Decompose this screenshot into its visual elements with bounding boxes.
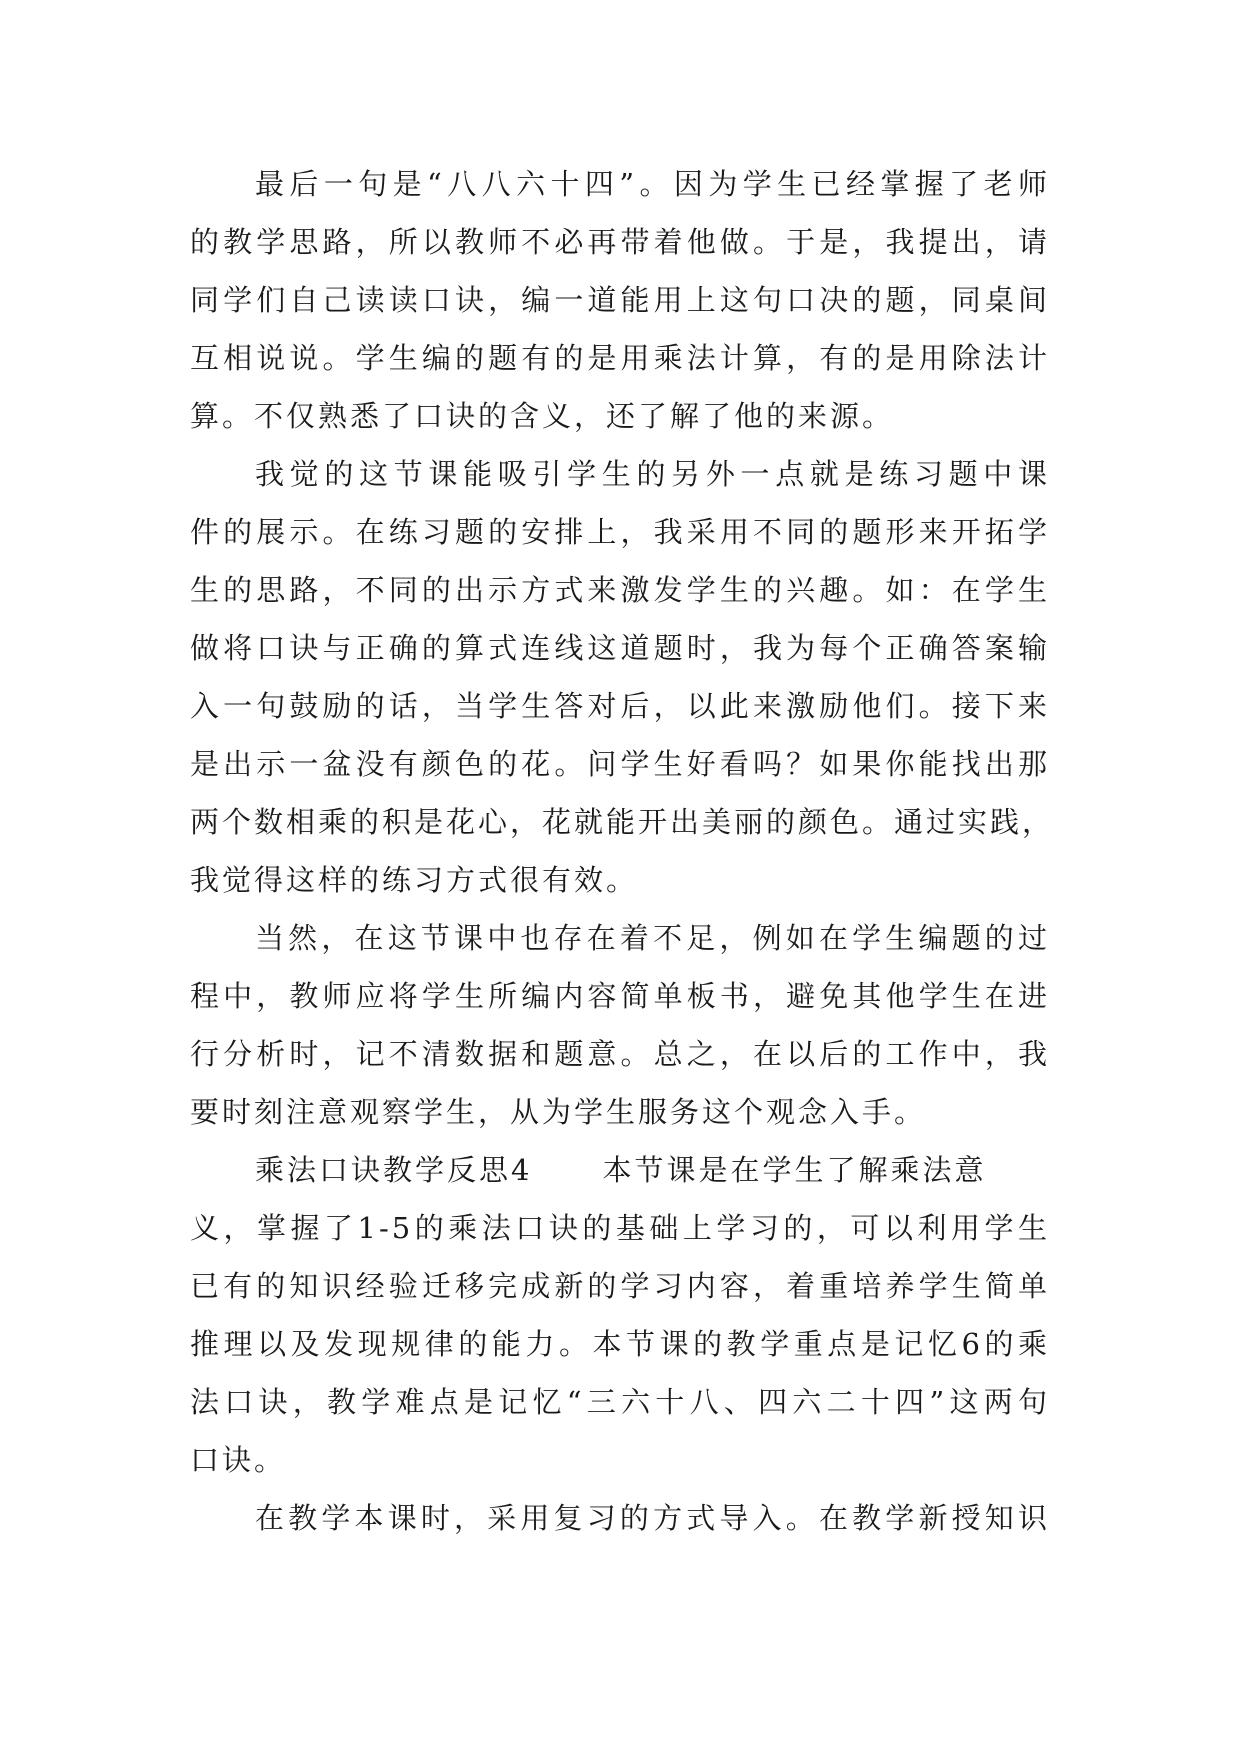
text-line: 同学们自己读读口诀，编一道能用上这句口决的题，同桌间 xyxy=(190,283,1050,317)
text-line: 要时刻注意观察学生，从为学生服务这个观念入手。 xyxy=(190,1095,927,1129)
text-line: 推理以及发现规律的能力。本节课的教学重点是记忆6的乘 xyxy=(190,1327,1050,1361)
text-line: 法口诀，教学难点是记忆“三六十八、四六二十四”这两句 xyxy=(190,1385,1050,1419)
document-body xyxy=(190,155,1055,1547)
text-line: 做将口诀与正确的算式连线这道题时，我为每个正确答案输 xyxy=(190,631,1050,665)
text-line: 当然，在这节课中也存在着不足，例如在学生编题的过 xyxy=(255,921,1050,955)
text-line: 两个数相乘的积是花心，花就能开出美丽的颜色。通过实践， xyxy=(190,805,1055,839)
section-heading-line xyxy=(190,1141,1050,1199)
text-line: 互相说说。学生编的题有的是用乘法计算，有的是用除法计 xyxy=(190,341,1050,375)
text-line: 在教学本课时，采用复习的方式导入。在教学新授知识 xyxy=(255,1501,1050,1535)
text-line: 算。不仅熟悉了口诀的含义，还了解了他的来源。 xyxy=(190,399,895,433)
text-line: 义，掌握了1-5的乘法口诀的基础上学习的，可以利用学生 xyxy=(190,1211,1050,1245)
paragraph-4 xyxy=(190,1141,1050,1489)
text-line: 已有的知识经验迁移完成新的学习内容，着重培养学生简单 xyxy=(190,1269,1050,1303)
text-line: 是出示一盆没有颜色的花。问学生好看吗？如果你能找出那 xyxy=(190,747,1050,781)
text-line: 最后一句是“八八六十四”。因为学生已经掌握了老师 xyxy=(255,167,1050,201)
text-line: 口诀。 xyxy=(190,1443,287,1477)
text-line: 入一句鼓励的话，当学生答对后，以此来激励他们。接下来 xyxy=(190,689,1050,723)
paragraph-3 xyxy=(190,909,1050,1141)
paragraph-1 xyxy=(190,155,1050,445)
paragraph-5 xyxy=(190,1489,1050,1547)
text-line: 我觉得这样的练习方式很有效。 xyxy=(190,863,639,897)
section-heading: 乘法口诀教学反思4 xyxy=(255,1153,533,1187)
text-line: 我觉的这节课能吸引学生的另外一点就是练习题中课 xyxy=(255,457,1050,491)
text-line: 生的思路，不同的出示方式来激发学生的兴趣。如：在学生 xyxy=(190,573,1050,607)
text-line: 行分析时，记不清数据和题意。总之，在以后的工作中，我 xyxy=(190,1037,1050,1071)
paragraph-2 xyxy=(190,445,1055,909)
text-line: 程中，教师应将学生所编内容简单板书，避免其他学生在进 xyxy=(190,979,1050,1013)
heading-continuation: 本节课是在学生了解乘法意 xyxy=(602,1153,987,1187)
text-line: 的教学思路，所以教师不必再带着他做。于是，我提出，请 xyxy=(190,225,1050,259)
text-line: 件的展示。在练习题的安排上，我采用不同的题形来开拓学 xyxy=(190,515,1050,549)
